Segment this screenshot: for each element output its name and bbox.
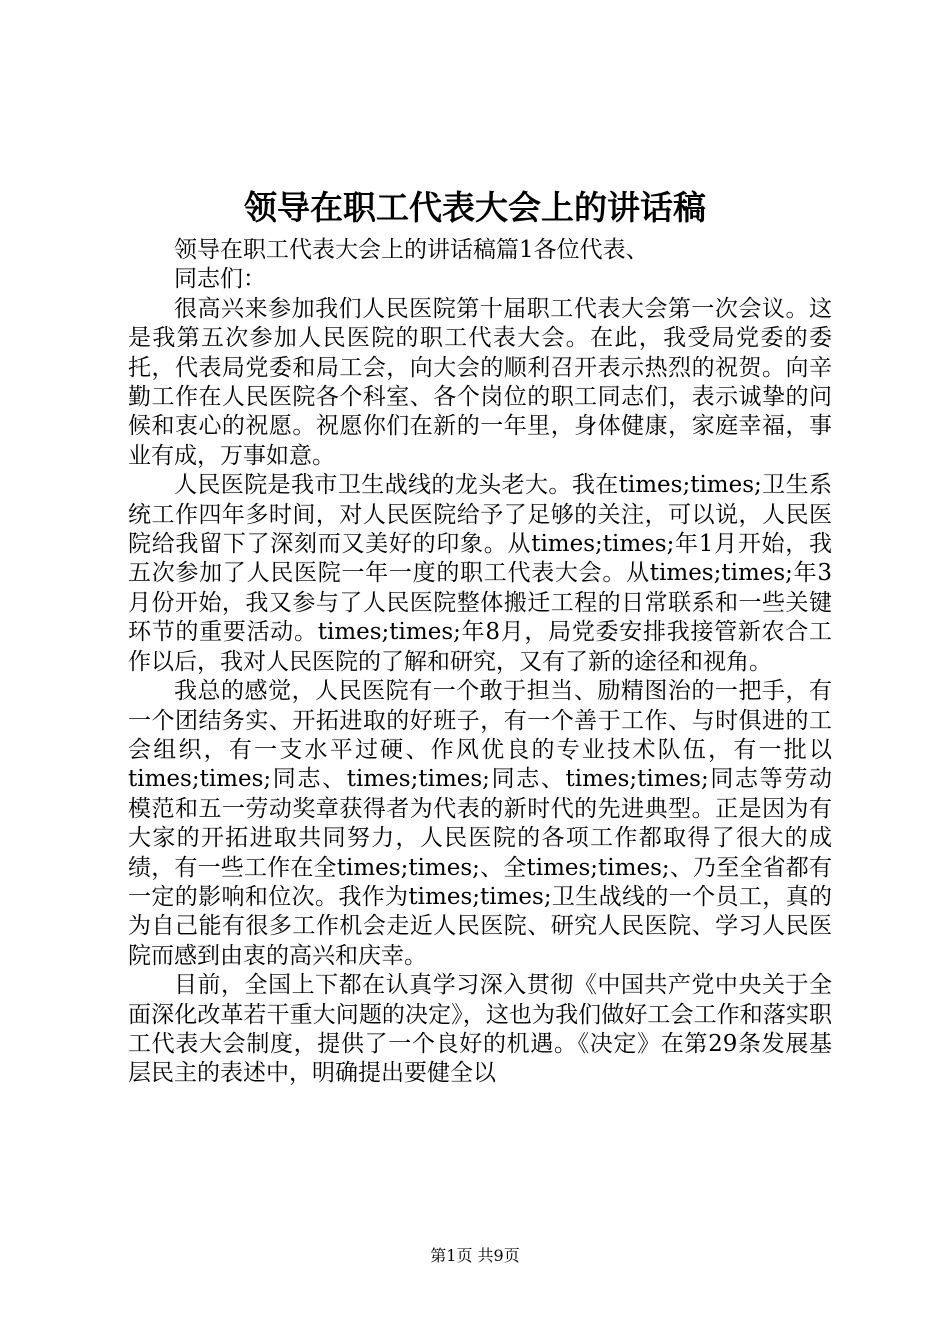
document-body bbox=[128, 236, 832, 1089]
paragraph-overall-feeling: 我总的感觉，人民医院有一个敢于担当、励精图治的一把手，有一个团结务实、开拓进取的好班子，有一个善于工作、与时俱进的工会组织，有一支水平过硬、作风优良的专业技术队伍，有一批以times;times;同志、times;times;同志、times;times;同志等劳动模范和五一劳动奖章获得者为代表的新时代的先进典型。正是因为有大家的开拓进取共同努力，人民医院的各项工作都取得了很大的成绩，有一些工作在全times;times;、全times;times;、乃至全省都有一定的影响和位次。我作为times;times;卫生战线的一个员工，真的为自己能有很多工作机会走近人民医院、研究人民医院、学习人民医院而感到由衷的高兴和庆幸。 bbox=[128, 678, 832, 969]
document-title: 领导在职工代表大会上的讲话稿 bbox=[244, 188, 706, 227]
paragraph-salutation: 同志们： bbox=[174, 266, 266, 293]
paragraph-greeting: 很高兴来参加我们人民医院第十届职工代表大会第一次会议。这是我第五次参加人民医院的职工代表大会。在此，我受局党委的委托，代表局党委和局工会，向大会的顺利召开表示热烈的祝贺。向辛勤工作在人民医院各个科室、各个岗位的职工同志们，表示诚挚的问候和衷心的祝愿。祝愿你们在新的一年里，身体健康，家庭幸福，事业有成，万事如意。 bbox=[128, 295, 832, 469]
paragraph-heading-line: 领导在职工代表大会上的讲话稿篇1各位代表、 bbox=[174, 237, 649, 263]
paragraph-reform-decision: 目前，全国上下都在认真学习深入贯彻《中国共产党中央关于全面深化改革若干重大问题的决定》，这也为我们做好工会工作和落实职工代表大会制度，提供了一个良好的机遇。《决定》在第29条发展基层民主的表述中，明确提出要健全以 bbox=[128, 972, 832, 1087]
paragraph-hospital-impression: 人民医院是我市卫生战线的龙头老大。我在times;times;卫生系统工作四年多时间，对人民医院给予了足够的关注，可以说，人民医院给我留下了深刻而又美好的印象。从times;times;年1月开始，我五次参加了人民医院一年一度的职工代表大会。从times;times;年3月份开始，我又参与了人民医院整体搬迁工程的日常联系和一些关键环节的重要活动。times;times;年8月，局党委安排我接管新农合工作以后，我对人民医院的了解和研究，又有了新的途径和视角。 bbox=[128, 472, 832, 675]
page-number-footer: 第1页 共9页 bbox=[430, 1246, 520, 1265]
